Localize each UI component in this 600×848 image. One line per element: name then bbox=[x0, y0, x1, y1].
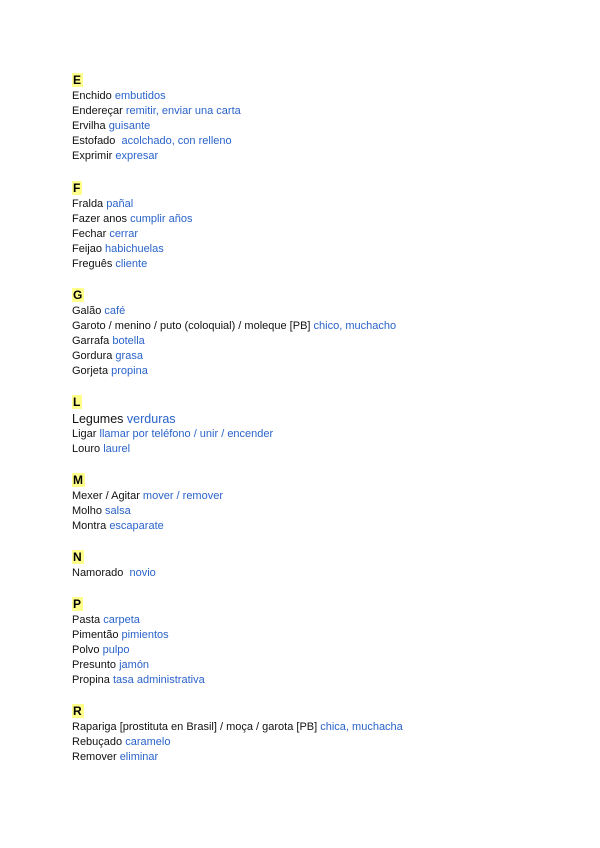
list-item bbox=[72, 442, 572, 457]
spanish-translation: propina bbox=[111, 365, 148, 377]
portuguese-term: Ervilha bbox=[72, 120, 106, 132]
portuguese-term: Louro bbox=[72, 443, 101, 455]
list-item bbox=[72, 89, 572, 104]
list-item bbox=[72, 504, 572, 519]
spanish-translation: novio bbox=[129, 567, 156, 579]
list-item bbox=[72, 319, 572, 334]
portuguese-term: Pasta bbox=[72, 614, 101, 626]
section-letter: E bbox=[73, 73, 82, 87]
spanish-translation: pañal bbox=[106, 198, 134, 210]
portuguese-term: Galão bbox=[72, 305, 102, 317]
portuguese-term: Polvo bbox=[72, 644, 100, 656]
portuguese-term: Montra bbox=[72, 520, 107, 532]
list-item bbox=[72, 349, 572, 364]
portuguese-term: Fazer anos bbox=[72, 213, 128, 225]
list-item bbox=[72, 119, 572, 134]
section-l bbox=[72, 393, 572, 457]
section-letter: N bbox=[73, 550, 82, 564]
spanish-translation: cumplir años bbox=[130, 213, 193, 225]
list-item bbox=[72, 720, 572, 735]
list-item bbox=[72, 212, 572, 227]
portuguese-term: Presunto bbox=[72, 659, 117, 671]
portuguese-term: Mexer / Agitar bbox=[72, 490, 140, 502]
spanish-translation: cerrar bbox=[109, 228, 139, 240]
section-m bbox=[72, 471, 572, 534]
list-item bbox=[72, 658, 572, 673]
list-item bbox=[72, 227, 572, 242]
portuguese-term: Remover bbox=[72, 751, 117, 763]
spanish-translation: salsa bbox=[105, 505, 131, 517]
list-item bbox=[72, 257, 572, 272]
portuguese-term: Propina bbox=[72, 674, 110, 686]
section-letter: P bbox=[73, 597, 82, 611]
list-item bbox=[72, 149, 572, 164]
spanish-translation: escaparate bbox=[109, 520, 164, 532]
portuguese-term: Feijao bbox=[72, 243, 102, 255]
spanish-translation: llamar por teléfono / unir / encender bbox=[99, 428, 274, 440]
portuguese-term: Fechar bbox=[72, 228, 107, 240]
spanish-translation: verduras bbox=[126, 412, 176, 426]
portuguese-term: Legumes bbox=[72, 412, 124, 426]
list-item bbox=[72, 134, 572, 149]
spanish-translation: guisante bbox=[108, 120, 151, 132]
section-f bbox=[72, 179, 572, 272]
portuguese-term: Freguês bbox=[72, 258, 113, 270]
list-item bbox=[72, 566, 572, 581]
spanish-translation: pimientos bbox=[121, 629, 169, 641]
spanish-translation: eliminar bbox=[119, 751, 159, 763]
spanish-translation: caramelo bbox=[125, 736, 171, 748]
list-item bbox=[72, 197, 572, 212]
list-item bbox=[72, 489, 572, 504]
portuguese-term: Molho bbox=[72, 505, 102, 517]
portuguese-term: Fralda bbox=[72, 198, 104, 210]
spanish-translation: acolchado, con relleno bbox=[121, 135, 232, 147]
spanish-translation: laurel bbox=[103, 443, 131, 455]
list-item bbox=[72, 427, 572, 442]
spanish-translation: café bbox=[104, 305, 126, 317]
portuguese-term: Rapariga [prostituta en Brasil] / moça / garota [PB] bbox=[72, 721, 318, 733]
section-r bbox=[72, 702, 572, 765]
list-item bbox=[72, 304, 572, 319]
section-e bbox=[72, 71, 572, 164]
spanish-translation: chica, muchacha bbox=[320, 721, 403, 733]
section-letter: M bbox=[73, 473, 83, 487]
portuguese-term: Gorjeta bbox=[72, 365, 109, 377]
portuguese-term: Garrafa bbox=[72, 335, 110, 347]
section-p bbox=[72, 595, 572, 688]
spanish-translation: habichuelas bbox=[105, 243, 164, 255]
list-item bbox=[72, 628, 572, 643]
section-n bbox=[72, 548, 572, 581]
section-letter: R bbox=[73, 704, 82, 718]
spanish-translation: tasa administrativa bbox=[112, 674, 205, 686]
spanish-translation: remitir, enviar una carta bbox=[125, 105, 241, 117]
portuguese-term: Garoto / menino / puto (coloquial) / moleque [PB] bbox=[72, 320, 311, 332]
list-item bbox=[72, 104, 572, 119]
spanish-translation: expresar bbox=[115, 150, 159, 162]
section-letter: F bbox=[73, 181, 81, 195]
spanish-translation: cliente bbox=[115, 258, 148, 270]
list-item bbox=[72, 750, 572, 765]
spanish-translation: chico, muchacho bbox=[313, 320, 397, 332]
section-letter: G bbox=[73, 288, 83, 302]
portuguese-term: Exprimir bbox=[72, 150, 113, 162]
spanish-translation: grasa bbox=[115, 350, 143, 362]
list-item bbox=[72, 519, 572, 534]
spanish-translation: jamón bbox=[119, 659, 150, 671]
spanish-translation: embutidos bbox=[114, 90, 166, 102]
portuguese-term: Endereçar bbox=[72, 105, 123, 117]
list-item bbox=[72, 735, 572, 750]
list-item bbox=[72, 673, 572, 688]
section-letter: L bbox=[73, 395, 81, 409]
list-item bbox=[72, 411, 572, 427]
list-item bbox=[72, 242, 572, 257]
list-item bbox=[72, 643, 572, 658]
portuguese-term: Namorado bbox=[72, 567, 124, 579]
spanish-translation: botella bbox=[112, 335, 145, 347]
spanish-translation: mover / remover bbox=[142, 490, 223, 502]
portuguese-term: Pimentão bbox=[72, 629, 119, 641]
spanish-translation: pulpo bbox=[102, 644, 130, 656]
portuguese-term: Estofado bbox=[72, 135, 116, 147]
portuguese-term: Ligar bbox=[72, 428, 97, 440]
list-item bbox=[72, 334, 572, 349]
list-item bbox=[72, 364, 572, 379]
list-item bbox=[72, 613, 572, 628]
spanish-translation: carpeta bbox=[103, 614, 140, 626]
portuguese-term: Gordura bbox=[72, 350, 113, 362]
section-g bbox=[72, 286, 572, 379]
portuguese-term: Rebuçado bbox=[72, 736, 123, 748]
portuguese-term: Enchido bbox=[72, 90, 112, 102]
